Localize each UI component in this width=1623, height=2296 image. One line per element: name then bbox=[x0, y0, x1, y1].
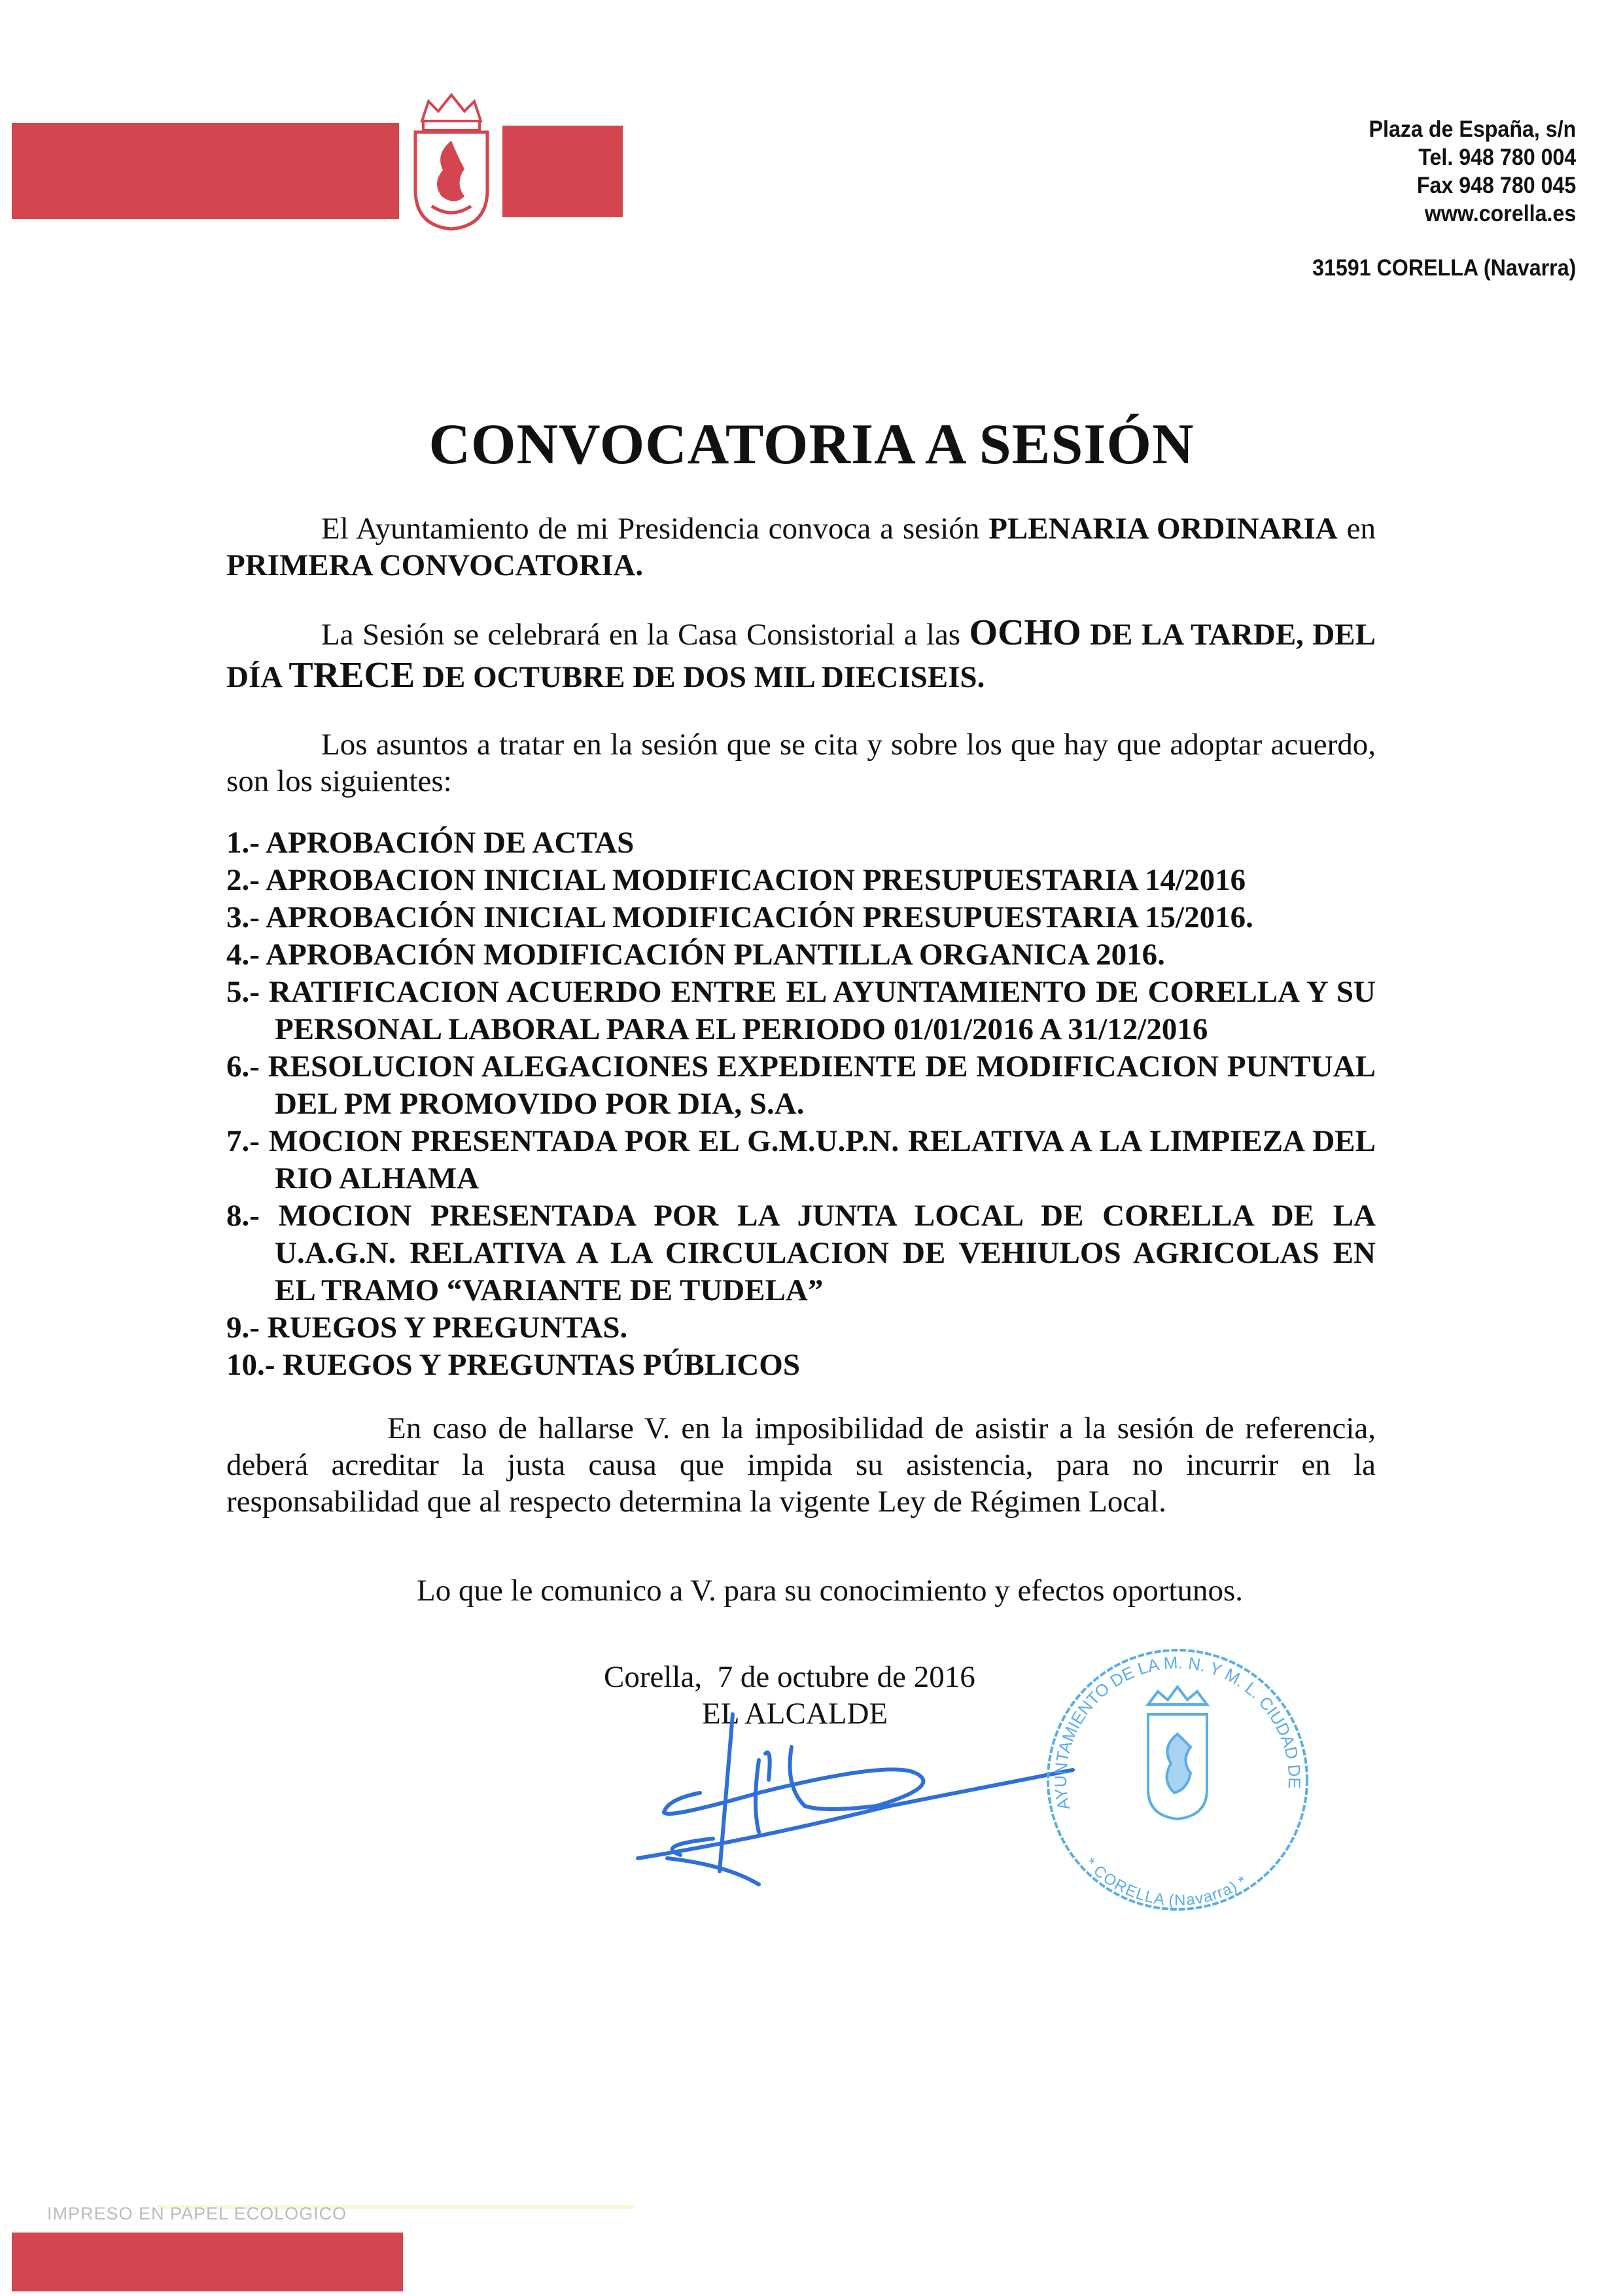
address-website: www.corella.es bbox=[1424, 201, 1576, 226]
convocation-type: PRIMERA CONVOCATORIA. bbox=[226, 548, 644, 582]
address-street: Plaza de España, s/n bbox=[1369, 116, 1576, 142]
signer-title: EL ALCALDE bbox=[702, 1697, 888, 1731]
agenda-item: 1.- APROBACIÓN DE ACTAS bbox=[226, 826, 635, 860]
absence-paragraph: En caso de hallarse V. en la imposibilidad de asistir a la sesión de referencia, deberá acreditar la justa causa que impida su asistencia, para no incurrir en la responsabilidad que al respecto determina la vigente Ley de Régimen Local. bbox=[226, 1411, 1376, 1519]
date-line: Corella, 7 de octubre de 2016 bbox=[604, 1660, 975, 1694]
p2-text: La Sesión se celebrará en la Casa Consistorial a las bbox=[321, 618, 969, 652]
p2-text-3: DE OCTUBRE DE DOS MIL DIECISEIS. bbox=[415, 660, 985, 694]
official-stamp bbox=[1040, 1642, 1315, 1917]
agenda-item: 5.- RATIFICACION ACUERDO ENTRE EL AYUNTAMIENTO DE CORELLA Y SU PERSONAL LABORAL PARA EL PERIODO 01/01/2016 A 31/12/2016 bbox=[226, 975, 1376, 1046]
logo-line-2: DE CORELLA bbox=[84, 338, 327, 375]
address-block bbox=[1369, 115, 1576, 228]
logo-bar-right bbox=[502, 126, 623, 217]
letter-body bbox=[226, 510, 1376, 1732]
agenda-intro: Los asuntos a tratar en la sesión que se cita y sobre los que hay que adoptar acuerdo, son los siguientes: bbox=[226, 728, 1376, 798]
logo-text bbox=[84, 133, 346, 417]
coat-of-arms-icon bbox=[402, 92, 500, 232]
agenda-item: 8.- MOCION PRESENTADA POR LA JUNTA LOCAL DE CORELLA DE LA U.A.G.N. RELATIVA A LA CIRCULACION DE VEHIULOS AGRICOLAS EN EL TRAMO “VARIANTE DE TUDELA” bbox=[226, 1199, 1376, 1307]
agenda-item: 9.- RUEGOS Y PREGUNTAS. bbox=[226, 1311, 628, 1345]
date-paragraph bbox=[226, 612, 1376, 698]
eco-paper-note: IMPRESO EN PAPEL ECOLOGICO bbox=[47, 2204, 347, 2223]
page-title: CONVOCATORIA A SESIÓN bbox=[428, 413, 1195, 476]
session-type: PLENARIA ORDINARIA bbox=[988, 512, 1338, 546]
logo-line-1: AYUNTAMIENTO bbox=[84, 217, 346, 253]
agenda-item: 10.- RUEGOS Y PREGUNTAS PÚBLICOS bbox=[226, 1348, 801, 1382]
agenda-list bbox=[226, 824, 1376, 1384]
address-fax: Fax 948 780 045 bbox=[1416, 173, 1576, 198]
agenda-item: 7.- MOCION PRESENTADA POR EL G.M.U.P.N. RELATIVA A LA LIMPIEZA DEL RIO ALHAMA bbox=[226, 1124, 1376, 1195]
address-phone: Tel. 948 780 004 bbox=[1418, 145, 1576, 170]
stamp-shield-icon bbox=[1148, 1687, 1207, 1819]
day: TRECE bbox=[288, 655, 415, 696]
closing-line: Lo que le comunico a V. para su conocimiento y efectos oportunos. bbox=[417, 1574, 1244, 1608]
stamp-top-text: AYUNTAMIENTO DE LA M. N. Y M. L. CIUDAD DE bbox=[1050, 1652, 1305, 1812]
agenda-item: 6.- RESOLUCION ALEGACIONES EXPEDIENTE DE MODIFICACION PUNTUAL DEL PM PROMOVIDO POR DIA, S.A. bbox=[226, 1050, 1376, 1121]
address-city: 31591 CORELLA (Navarra) bbox=[1312, 255, 1576, 281]
p2-text-2: DE LA TARDE, DEL DÍA bbox=[226, 618, 1376, 694]
convocation-paragraph bbox=[226, 510, 1376, 584]
agenda-item: 2.- APROBACION INICIAL MODIFICACION PRESUPUESTARIA 14/2016 bbox=[226, 863, 1246, 897]
p1-text-2: en bbox=[1337, 512, 1376, 546]
footer-red-bar bbox=[12, 2233, 403, 2291]
agenda-item: 4.- APROBACIÓN MODIFICACIÓN PLANTILLA ORGANICA 2016. bbox=[226, 938, 1165, 972]
agenda-item: 3.- APROBACIÓN INICIAL MODIFICACIÓN PRESUPUESTARIA 15/2016. bbox=[226, 900, 1253, 934]
p1-text: El Ayuntamiento de mi Presidencia convoca a sesión bbox=[321, 512, 989, 546]
stamp-bottom-text: * CORELLA (Navarra) * bbox=[1081, 1854, 1250, 1909]
signature bbox=[628, 1708, 1086, 1891]
hour: OCHO bbox=[969, 612, 1081, 653]
